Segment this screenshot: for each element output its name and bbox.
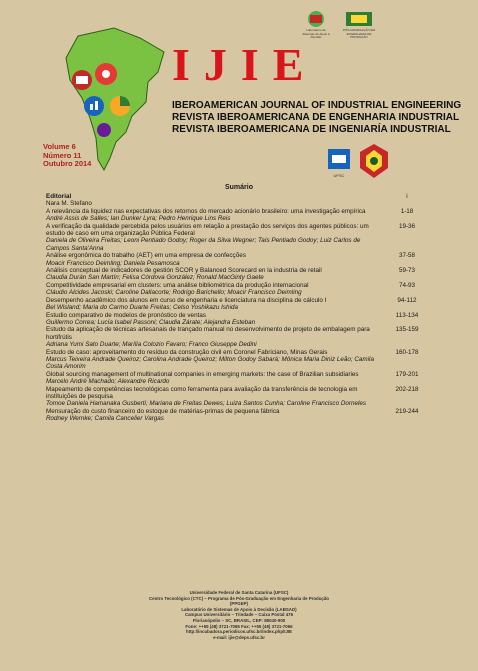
toc-entry[interactable]: Global sourcing management of multinational companies in emerging markets: the case of Brazilian subsidiaries Marcelo André Machado; Alexandre Ricardo 179-201 <box>46 370 419 386</box>
chart-icon <box>84 96 104 116</box>
issue-date: Outubro 2014 <box>43 159 92 168</box>
issue-number: Número 11 <box>43 150 82 160</box>
journal-names <box>172 100 461 136</box>
toc-entry[interactable]: Estudo de caso: aproveitamento do resíduo da construção civil em Coronel Fabriciano, Minas Gerais Marcus Teixeira Andrade Queiroz; Carolina Andrade Queiroz; Milton Godoy Sabará; Mônica Maria Diniz Leão; Camila Costa Amorim 160-178 <box>46 348 419 371</box>
pos-graduacao-logo: PÓS-GRADUAÇÃO EM ENGENHARIA DE PRODUÇÃO <box>342 10 376 39</box>
federal-university-seal <box>354 142 394 182</box>
toc-entry[interactable]: A relevância da liquidez nas expectativas dos retornos do mercado acionário brasileiro: uma investigação empírica André Assis de Salles; Ian Dunker Lyra; Pedro Henrique Lins Reis 1-18 <box>46 207 414 223</box>
toc-entry[interactable]: Desempenho acadêmico dos alunos em curso de engenharia e licenciatura na disciplina de cálculo I Bel Wisland; Maria do Carmo Duarte Freitas; Celso Yoshikazu Ishida 94-112 <box>46 296 417 312</box>
toc-entry[interactable]: Mensuração do custo financeiro do estoque de matérias-primas de pequena fábrica Rodney Wernke; Camila Cancelier Vargas 219-244 <box>46 407 419 423</box>
table-of-contents <box>46 193 434 423</box>
journal-name-en: IBEROAMERICAN JOURNAL OF INDUSTRIAL ENGINEERING <box>172 100 462 111</box>
people-icon <box>97 123 111 137</box>
toc-entry[interactable]: Mapeamento de competências tecnológicas como ferramenta para avaliação da transferência de tecnologia em instituições de pesquisa Tomoe Daniela Hamanaka Gusberti; Mariana de Freitas Dewes; Luiza Santos Cunha; Caroline Francisco Dorneles 202-218 <box>46 385 419 408</box>
journal-name-es: REVISTA IBEROAMERICANA DE INGENIARÍA INDUSTRIAL <box>172 124 451 135</box>
svg-text:UFSC: UFSC <box>333 173 345 178</box>
toc-entry[interactable]: Estudio comparativo de modelos de pronóstico de ventas Guillermo Correa; Lucía Isabel Passoni; Claudia Zárate; Alejandra Esteban 113-134 <box>46 311 419 326</box>
volume-info <box>43 143 91 169</box>
toc-entry[interactable]: Editorial Nara M. Stefano i <box>46 193 408 208</box>
toc-entry[interactable]: Análisis conceptual de indicadores de gestión SCOR y Balanced Scorecard en la industria de retail Claudia Durán San Martín; Felisa Córdova González; Ronald MacGinty Gaete 59-73 <box>46 267 416 282</box>
journal-logo-title: IJIE <box>172 39 318 90</box>
toc-entry[interactable]: Análise ergonômica do trabalho (AET) em uma empresa de confecções Moacir Francisco Deimling; Daniela Pesamosca 37-58 <box>46 252 416 267</box>
journal-name-pt: REVISTA IBEROAMERICANA DE ENGENHARIA INDUSTRIAL <box>172 112 460 123</box>
ufsc-lab-logo: Laboratório de Sistemas de Apoio à Decisão <box>300 10 332 39</box>
publisher-footer: Universidade Federal de Santa Catarina (UFSC) Centro Tecnológico (CTC) – Programa de Pós-Graduação em Engenharia de Produção (PPGEP) Laboratório de Sistemas de Apoio à Decisão (LABSAD) Campus Universitário – Trindade – Caixa Postal 476 Florianópolis – SC, BRASIL, CEP: 88040-900 Fone: ++55 (48) 3721-7065 Fax: ++55 (48) 3721-7066 http://incubadora.periodicos.ufsc.br/index.php/IJIE e-mail: ijie@deps.ufsc.br <box>149 590 329 640</box>
volume: Volume 6 <box>43 142 76 151</box>
toc-entry[interactable]: Competitividade empresarial em clusters: uma análise bibliométrica da produção internacional Cláudio Alcides Jacoski; Caroline Dallacorte; Rodrigo Barichello; Moacir Francisco Deimling 74-93 <box>46 281 416 297</box>
toc-entry[interactable]: Estudo da aplicação de técnicas artesanais de trançado manual no desenvolvimento de projeto de embalagem para hortifrútis Adriana Yumi Sato Duarte; Marília Colozio Favaro; Franco Giuseppe Dedini 135-159 <box>46 326 419 349</box>
toc-entry[interactable]: A verificação da qualidade percebida pelos usuários em relação a prestação dos serviços dos agentes públicos: um estudo de caso em uma organização Pública Federal Daniela de Oliveira Freitas; Leoni Pentiado Godoy; Roger da Silva Wegner; Taís Pentiado Godoy; Luiz Carlos de Campos Santa'Anna 19-36 <box>46 222 416 252</box>
toc-heading: Sumário <box>224 184 253 191</box>
